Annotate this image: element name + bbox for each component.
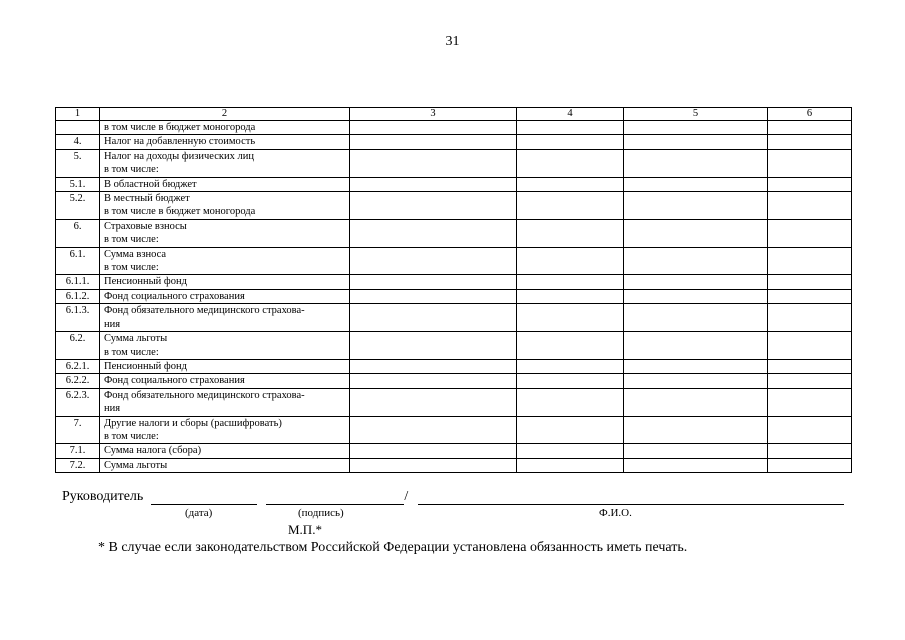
value-cell-col3[interactable]	[350, 359, 517, 373]
footnote: * В случае если законодательством Российской Федерации установлена обязанность иметь печать.	[98, 540, 688, 555]
indicator-line: Сумма налога (сбора)	[104, 445, 202, 457]
value-cell-col4[interactable]	[517, 332, 624, 360]
row-number: 6.2.1.	[56, 359, 100, 373]
table-row	[56, 149, 852, 177]
value-cell-col6[interactable]	[768, 219, 852, 247]
value-cell-col6[interactable]	[768, 121, 852, 135]
row-number: 6.	[56, 219, 100, 247]
column-header: 3	[350, 108, 517, 121]
value-cell-col4[interactable]	[517, 444, 624, 458]
name-field[interactable]	[418, 490, 844, 505]
value-cell-col6[interactable]	[768, 275, 852, 289]
table-row	[56, 304, 852, 332]
row-indicator	[100, 458, 350, 472]
value-cell-col5[interactable]	[624, 304, 768, 332]
value-cell-col4[interactable]	[517, 247, 624, 275]
value-cell-col4[interactable]	[517, 359, 624, 373]
row-number: 7.2.	[56, 458, 100, 472]
indicator-line: Фонд обязательного медицинского страхова-	[104, 389, 305, 401]
indicator-line: в том числе:	[104, 346, 159, 358]
table-row	[56, 289, 852, 303]
row-indicator	[100, 416, 350, 444]
value-cell-col3[interactable]	[350, 177, 517, 191]
row-number: 5.	[56, 149, 100, 177]
value-cell-col5[interactable]	[624, 219, 768, 247]
value-cell-col5[interactable]	[624, 359, 768, 373]
value-cell-col4[interactable]	[517, 416, 624, 444]
column-header: 1	[56, 108, 100, 121]
value-cell-col3[interactable]	[350, 458, 517, 472]
row-indicator	[100, 444, 350, 458]
row-number: 6.2.2.	[56, 374, 100, 388]
indicator-line: Сумма взноса	[104, 248, 167, 260]
value-cell-col3[interactable]	[350, 219, 517, 247]
value-cell-col5[interactable]	[624, 177, 768, 191]
indicator-line: Пенсионный фонд	[104, 360, 187, 372]
signature-caption: (подпись)	[298, 507, 344, 519]
row-indicator	[100, 219, 350, 247]
table-row	[56, 458, 852, 472]
value-cell-col4[interactable]	[517, 275, 624, 289]
value-cell-col5[interactable]	[624, 149, 768, 177]
stamp-label: М.П.*	[288, 522, 322, 537]
value-cell-col6[interactable]	[768, 289, 852, 303]
indicator-line: ния	[104, 403, 121, 415]
value-cell-col3[interactable]	[350, 121, 517, 135]
row-number: 6.1.3.	[56, 304, 100, 332]
value-cell-col5[interactable]	[624, 374, 768, 388]
indicator-line: в том числе:	[104, 262, 159, 274]
value-cell-col6[interactable]	[768, 458, 852, 472]
value-cell-col5[interactable]	[624, 247, 768, 275]
value-cell-col6[interactable]	[768, 332, 852, 360]
row-indicator	[100, 121, 350, 135]
indicator-line: в том числе:	[104, 234, 159, 246]
table-header-row	[56, 108, 852, 121]
indicator-line: Страховые взносы	[104, 220, 187, 232]
indicator-line: В местный бюджет	[104, 193, 190, 205]
value-cell-col4[interactable]	[517, 304, 624, 332]
value-cell-col5[interactable]	[624, 192, 768, 220]
table-row	[56, 177, 852, 191]
value-cell-col4[interactable]	[517, 374, 624, 388]
value-cell-col3[interactable]	[350, 192, 517, 220]
value-cell-col5[interactable]	[624, 416, 768, 444]
value-cell-col3[interactable]	[350, 275, 517, 289]
value-cell-col5[interactable]	[624, 444, 768, 458]
row-indicator	[100, 149, 350, 177]
value-cell-col6[interactable]	[768, 304, 852, 332]
value-cell-col5[interactable]	[624, 289, 768, 303]
value-cell-col5[interactable]	[624, 388, 768, 416]
date-field[interactable]	[151, 490, 257, 505]
value-cell-col3[interactable]	[350, 388, 517, 416]
value-cell-col6[interactable]	[768, 444, 852, 458]
row-indicator	[100, 359, 350, 373]
row-indicator	[100, 332, 350, 360]
row-number: 6.1.2.	[56, 289, 100, 303]
indicator-line: Фонд социального страхования	[104, 290, 245, 302]
value-cell-col6[interactable]	[768, 416, 852, 444]
signatory-label: Руководитель	[62, 489, 144, 504]
row-indicator	[100, 289, 350, 303]
row-indicator	[100, 135, 350, 149]
value-cell-col3[interactable]	[350, 135, 517, 149]
value-cell-col3[interactable]	[350, 289, 517, 303]
column-header: 5	[624, 108, 768, 121]
row-number: 5.2.	[56, 192, 100, 220]
value-cell-col4[interactable]	[517, 192, 624, 220]
table-row	[56, 444, 852, 458]
indicator-line: Пенсионный фонд	[104, 276, 187, 288]
value-cell-col3[interactable]	[350, 444, 517, 458]
value-cell-col6[interactable]	[768, 135, 852, 149]
row-indicator	[100, 304, 350, 332]
table-row	[56, 121, 852, 135]
row-number: 5.1.	[56, 177, 100, 191]
table-row	[56, 247, 852, 275]
value-cell-col5[interactable]	[624, 332, 768, 360]
row-indicator	[100, 177, 350, 191]
value-cell-col6[interactable]	[768, 374, 852, 388]
value-cell-col6[interactable]	[768, 359, 852, 373]
table-row	[56, 332, 852, 360]
value-cell-col5[interactable]	[624, 135, 768, 149]
value-cell-col3[interactable]	[350, 304, 517, 332]
row-indicator	[100, 247, 350, 275]
signature-line	[62, 489, 844, 505]
value-cell-col4[interactable]	[517, 149, 624, 177]
row-number: 6.1.	[56, 247, 100, 275]
value-cell-col3[interactable]	[350, 247, 517, 275]
table-row	[56, 388, 852, 416]
value-cell-col6[interactable]	[768, 388, 852, 416]
table-row	[56, 219, 852, 247]
value-cell-col3[interactable]	[350, 149, 517, 177]
value-cell-col3[interactable]	[350, 374, 517, 388]
page-number: 31	[445, 34, 460, 49]
date-caption: (дата)	[185, 507, 213, 519]
value-cell-col4[interactable]	[517, 458, 624, 472]
value-cell-col4[interactable]	[517, 135, 624, 149]
table-row	[56, 275, 852, 289]
value-cell-col4[interactable]	[517, 289, 624, 303]
row-number: 4.	[56, 135, 100, 149]
value-cell-col5[interactable]	[624, 275, 768, 289]
indicator-line: Фонд социального страхования	[104, 375, 245, 387]
indicator-line: В областной бюджет	[104, 178, 197, 190]
separator: /	[404, 489, 409, 504]
column-header: 6	[768, 108, 852, 121]
indicator-line: Налог на доходы физических лиц	[104, 150, 254, 162]
value-cell-col4[interactable]	[517, 219, 624, 247]
indicator-line: Налог на добавленную стоимость	[104, 136, 256, 148]
table-row	[56, 359, 852, 373]
value-cell-col6[interactable]	[768, 177, 852, 191]
table-row	[56, 135, 852, 149]
indicator-line: Сумма льготы	[104, 333, 168, 345]
value-cell-col5[interactable]	[624, 121, 768, 135]
value-cell-col6[interactable]	[768, 149, 852, 177]
value-cell-col4[interactable]	[517, 177, 624, 191]
row-indicator	[100, 374, 350, 388]
table-row	[56, 416, 852, 444]
indicator-line: в том числе:	[104, 430, 159, 442]
column-header: 4	[517, 108, 624, 121]
row-number: 6.2.3.	[56, 388, 100, 416]
signature-field[interactable]	[266, 490, 404, 505]
value-cell-col6[interactable]	[768, 247, 852, 275]
name-caption: Ф.И.О.	[599, 507, 632, 519]
row-number: 6.2.	[56, 332, 100, 360]
value-cell-col5[interactable]	[624, 458, 768, 472]
column-header: 2	[100, 108, 350, 121]
table-row	[56, 374, 852, 388]
row-indicator	[100, 192, 350, 220]
row-indicator	[100, 388, 350, 416]
value-cell-col3[interactable]	[350, 332, 517, 360]
table-row	[56, 192, 852, 220]
row-indicator	[100, 275, 350, 289]
indicator-line: Фонд обязательного медицинского страхова-	[104, 305, 305, 317]
row-number	[56, 121, 100, 135]
row-number: 7.1.	[56, 444, 100, 458]
indicator-line: Другие налоги и сборы (расшифровать)	[104, 417, 282, 429]
row-number: 6.1.1.	[56, 275, 100, 289]
value-cell-col3[interactable]	[350, 416, 517, 444]
row-number: 7.	[56, 416, 100, 444]
indicator-line: в том числе в бюджет моногорода	[104, 206, 256, 218]
value-cell-col4[interactable]	[517, 388, 624, 416]
value-cell-col4[interactable]	[517, 121, 624, 135]
indicator-line: ния	[104, 318, 121, 330]
value-cell-col6[interactable]	[768, 192, 852, 220]
report-table	[55, 107, 852, 473]
indicator-line: Сумма льготы	[104, 459, 168, 471]
indicator-line: в том числе в бюджет моногорода	[104, 122, 256, 133]
indicator-line: в том числе:	[104, 164, 159, 176]
